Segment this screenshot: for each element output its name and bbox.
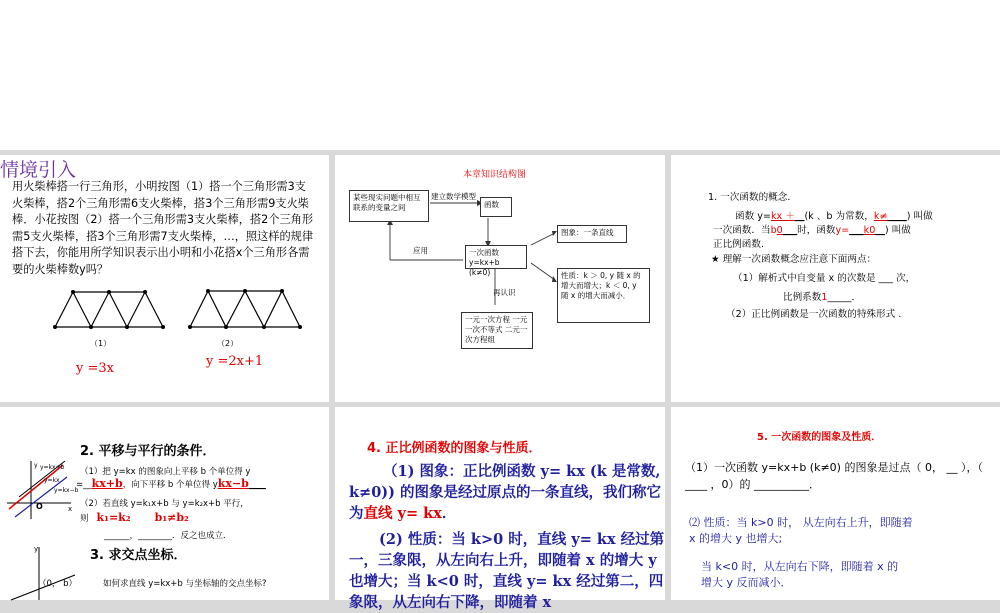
slide3-fill-one: 1 (821, 292, 828, 303)
slide3-line1: 1. 一次函数的概念． (708, 192, 797, 203)
label-build-model: 建立数学模型 (431, 192, 476, 201)
line-label-ykx: y=kx (44, 477, 60, 484)
slide4-p4: 如何求直线 y=kx+b 与坐标轴的交点坐标? (103, 579, 267, 589)
slide3-line3-part-c: ) 叫做 (884, 225, 911, 236)
slide4-p3: ______，________．反之也成立． (104, 531, 232, 541)
slide-thumbnail-5[interactable] (335, 407, 665, 611)
slide4-then: 则 (80, 514, 89, 524)
slide6-p3-line2: 增大 y 反而减小． (701, 576, 792, 589)
slide4-fill-b1-neq-b2: b₁≠b₂ (154, 511, 189, 524)
slide4-p1-line2: =__kx+b，向下平移 b 个单位得 ykx−b____ (76, 477, 266, 490)
box-equations: 一元一次方程 一元一次不等式 二元一次方程组 (461, 312, 533, 349)
slide1-paragraph: 用火柴棒搭一行三角形，小明按图（1）搭一个三角形需3支火柴棒，搭2个三角形需6支火柴棒，搭3个三角形需9支火柴棒．小花按图（2）搭一个三角形需3支火柴棒，搭2个三角形需5支火柴棒，搭3个三角形需7支火柴棒，…，照这样的规律搭下去，你能用所学知识表示出小明和小花搭x个三角形各需要的火柴棒数y吗？ (12, 180, 314, 276)
slide4-fill-kx-plus-b: kx+b (91, 477, 123, 490)
axis-x-label: x (68, 505, 73, 513)
slide3-line3-part-b: 时，函数 (797, 225, 836, 236)
slide1-title: 情境引入 (0, 159, 77, 181)
box-function: 函数 (480, 197, 512, 217)
slide4-heading-2: 2. 平移与平行的条件． (80, 444, 216, 459)
slide5-para2: (2) 性质：当 k>0 时，直线 y= kx 经过第一，三象限，从左向右上升，即随着 x 的增大 y 也增大；当 k<0 时，直线 y= kx 经过第二，四象限，从左向右下降，即随着 x (349, 531, 665, 611)
slide-thumbnail-3[interactable] (671, 155, 1000, 402)
slide3-line2-part-c: ) 叫做 (906, 211, 933, 222)
slide3-fill-zero-2: 0 (869, 225, 876, 236)
slide3-fill-k-neq: k≠ (873, 211, 888, 222)
slide4-p1-mid: ，向下平移 b 个单位得 y (122, 480, 218, 490)
slide3-line2-part-b: (k 、b 为常数， (804, 211, 874, 222)
slide3-line5: ★ 理解一次函数概念应注意下面两点： (711, 254, 877, 265)
slide-thumbnail-2[interactable] (335, 155, 665, 402)
box-properties: 性质：k ＞ 0, y 随 x 的增大而增大；k ＜ 0, y 随 x 的增大而减小． (557, 268, 650, 323)
slide3-line8: （2）正比例函数是一次函数的特殊形式 ． (726, 309, 908, 320)
axis-y-label-2: y (34, 545, 39, 553)
figure-2-label: （2） (217, 339, 239, 348)
box-image-line: 图象：一条直线 (557, 225, 627, 243)
slide3-fill-b: b (770, 225, 777, 236)
triangles-figure-1 (50, 287, 165, 333)
slide6-p2-line2: x 的增大 y 也增大; (689, 532, 783, 545)
slide3-line3-part-a: 一次函数．当 (713, 225, 771, 236)
figure-1-label: （1） (90, 339, 112, 348)
slide3-line2: 函数 y=kx ＋__(k 、b 为常数，k≠____) 叫做 (735, 211, 933, 222)
slide4-p1-eq: = (76, 480, 84, 490)
slide6-p1: （1）一次函数 y=kx+b (k≠0) 的图象是过点（ 0， __ ），（ ____ ，0）的 __________． (685, 461, 983, 491)
slide5-para1 (349, 461, 667, 524)
slide6-p2-line1: ⑵ 性质：当 k>0 时， 从左向右上升，即随着 (689, 516, 913, 529)
slide-thumbnail-1[interactable] (0, 155, 329, 402)
label-reknow: 再认识 (493, 288, 516, 297)
slide5-title: 4. 正比例函数的图象与性质． (367, 441, 542, 456)
label-apply: 应用 (413, 246, 428, 255)
slide3-fill-k: k (863, 225, 870, 236)
axis-y-label: y (34, 462, 38, 469)
slide4-p2-then (80, 511, 189, 524)
formula-xiaohua: y =2x+1 (206, 354, 264, 369)
slide-thumbnail-6[interactable] (671, 407, 1000, 600)
slide4-p1-line1: （1）把 y=kx 的图象向上平移 b 个单位得 y (80, 467, 251, 477)
box-linear-function: 一次函数 y=kx+b (k≠0) (465, 245, 527, 269)
line-label-ykxb: y=kx+b (40, 464, 65, 471)
slide3-line4: 正比例函数． (713, 239, 771, 250)
slide3-fill-zero: 0 (776, 225, 783, 236)
top-blank-area (0, 0, 1000, 150)
slide3-line7 (783, 289, 861, 303)
line-label-ykx-minus-b: y=kx−b (54, 487, 79, 494)
slide5-para1-end: ． (441, 505, 457, 522)
slide3-fill-kx-plus: kx ＋ (770, 211, 795, 222)
slide3-fill-y-eq: y= (835, 225, 850, 236)
triangles-figure-2 (185, 285, 305, 333)
slide3-line7-part-a: 比例系数 (783, 292, 822, 303)
slide4-p2: （2）若直线 y=k₁x+b 与 y=k₂x+b 平行， (80, 499, 249, 509)
slide3-line6: （1）解析式中自变量 x 的次数是 ___ 次， (733, 273, 916, 284)
slide2-title: 本章知识结构图 (463, 170, 527, 180)
formula-xiaoming: y =3x (76, 361, 114, 376)
intersection-graph (5, 545, 78, 600)
slide3-line2-part-a: 函数 y= (735, 211, 771, 222)
slide6-title: 5. 一次函数的图象及性质． (757, 432, 882, 443)
box-reality-problems: 某些现实问题中相互联系的变量之间 (349, 190, 429, 222)
slide4-heading-3: 3. 求交点坐标． (90, 548, 187, 563)
slide5-para1-text: （1) 图象：正比例函数 y= kx (k 是常数, k≠0)) 的图象是经过原点的一条直线，我们称它为 (349, 463, 662, 522)
point-0b-label: （0， b） (38, 579, 78, 589)
slide3-line3: 一次函数．当b0___时，函数y=___k0__) 叫做 (713, 225, 911, 236)
slide4-fill-kx-minus-b: kx−b (217, 477, 249, 490)
slide3-line7-part-b: _____． (827, 292, 862, 303)
slide6-p3-line1: 当 k<0 时，从左向右下降，即随着 x 的 (701, 560, 899, 573)
slide-thumbnail-4[interactable] (0, 407, 329, 600)
origin-label: O (36, 502, 43, 511)
slide4-fill-k1-eq-k2: k₁=k₂ (96, 511, 131, 524)
slide5-para1-highlight: 直线 y= kx (363, 505, 442, 522)
